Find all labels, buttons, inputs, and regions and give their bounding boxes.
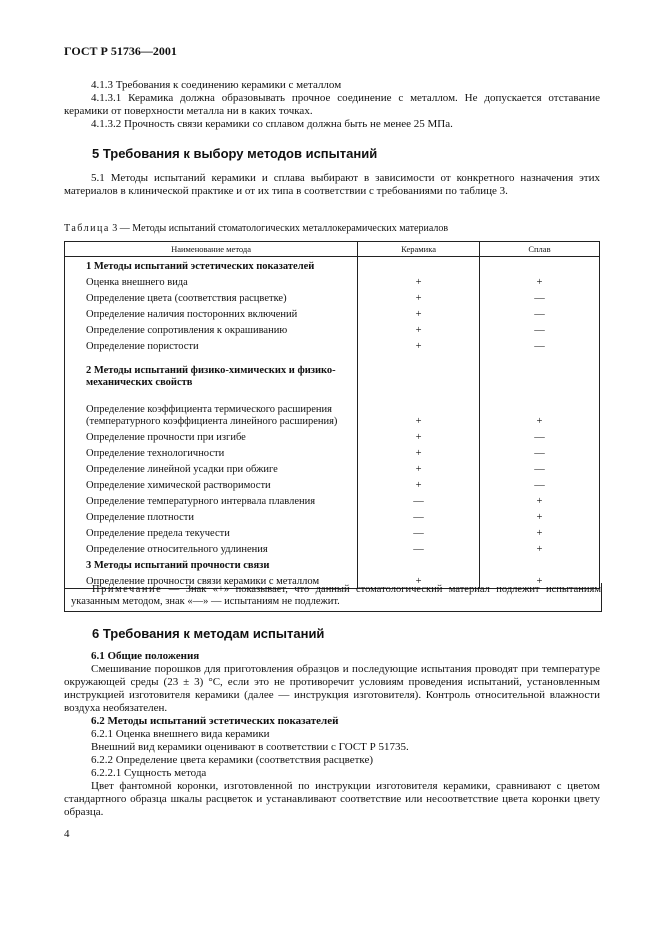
paragraph-4-1-3-2: 4.1.3.2 Прочность связи керамики со сплавом должна быть не менее 25 МПа. — [91, 118, 453, 130]
ceramic-cell: — — [358, 524, 480, 540]
ceramic-cell: — — [358, 540, 480, 556]
group-title: 3 Методы испытаний прочности связи — [65, 556, 358, 572]
section-6-title: 6 Требования к методам испытаний — [92, 626, 325, 641]
table-row-name: Определение прочности при изгибе — [65, 428, 358, 444]
group-title: 1 Методы испытаний эстетических показателей — [65, 257, 358, 274]
alloy-cell: — — [479, 289, 599, 305]
subsection-6-1-title: 6.1 Общие положения — [91, 650, 200, 662]
ceramic-cell: + — [358, 389, 480, 428]
subsection-6-2-title: 6.2 Методы испытаний эстетических показателей — [91, 715, 339, 727]
ceramic-cell: — — [358, 508, 480, 524]
table-row-name: Определение химической растворимости — [65, 476, 358, 492]
alloy-cell: — — [479, 337, 599, 353]
alloy-cell: — — [479, 444, 599, 460]
subsection-6-1-text: Смешивание порошков для приготовления образцов и последующие испытания проводят при температуре окружающей среды (23 ± 3) °С, если это не противоречит условиям проведения испытаний, установленным инструкцией изготовителя керамики (далее — инструкция изготовителя). Контроль относительной влажности воздуха необязателен. — [64, 663, 600, 714]
column-header-alloy: Сплав — [479, 242, 599, 257]
table-row-name: Определение относительного удлинения — [65, 540, 358, 556]
ceramic-cell: + — [358, 444, 480, 460]
subsection-6-2-1: 6.2.1 Оценка внешнего вида керамики — [91, 728, 270, 740]
ceramic-cell: + — [358, 337, 480, 353]
table-note-text: — Знак «+» показывает, что данный стоматологический материал подлежит испытаниям указанным методом, знак «—» — испытаниям не подлежит. — [71, 584, 601, 607]
alloy-cell: + — [479, 273, 599, 289]
paragraph-4-1-3: 4.1.3 Требования к соединению керамики с металлом — [91, 79, 342, 91]
alloy-cell: — — [479, 305, 599, 321]
table-caption — [64, 222, 448, 235]
table-row-name: Определение плотности — [65, 508, 358, 524]
column-header-ceramic: Керамика — [358, 242, 480, 257]
table-row-name: Определение сопротивления к окрашиванию — [65, 321, 358, 337]
table-row-name: Определение пористости — [65, 337, 358, 353]
table-caption-text: 3 — Методы испытаний стоматологических металлокерамических материалов — [109, 223, 449, 234]
subsection-6-2-2-1-text: Цвет фантомной коронки, изготовленной по инструкции изготовителя керамики, сравнивают с цветом стандартного образца шкалы расцветок и устанавливают соответствие или несоответствие цвета коронки цвету образца. — [64, 780, 600, 818]
ceramic-cell: + — [358, 460, 480, 476]
table-note — [64, 583, 602, 612]
section-5-text-block — [64, 172, 600, 198]
alloy-cell: + — [479, 540, 599, 556]
group-title: 2 Методы испытаний физико-химических и физико-механических свойств — [65, 353, 358, 389]
alloy-cell: + — [479, 389, 599, 428]
section-5-title: 5 Требования к выбору методов испытаний — [92, 146, 378, 161]
ceramic-cell: + — [358, 289, 480, 305]
subsection-6-2-1-text: Внешний вид керамики оценивают в соответствии с ГОСТ Р 51735. — [91, 741, 409, 753]
top-paragraphs — [64, 79, 600, 131]
alloy-cell: — — [479, 428, 599, 444]
alloy-cell: — — [479, 476, 599, 492]
ceramic-cell: + — [358, 305, 480, 321]
subsection-6-2-2-1: 6.2.2.1 Сущность метода — [91, 767, 207, 779]
paragraph-4-1-3-1: 4.1.3.1 Керамика должна образовывать прочное соединение с металлом. Не допускается отставание керамики от поверхности металла ни в каких точках. — [64, 92, 600, 117]
alloy-cell: + — [479, 508, 599, 524]
ceramic-cell: + — [358, 572, 480, 589]
ceramic-cell: + — [358, 273, 480, 289]
document-header: ГОСТ Р 51736—2001 — [64, 44, 177, 58]
table-row-name: Определение технологичности — [65, 444, 358, 460]
ceramic-cell: + — [358, 476, 480, 492]
column-header-method: Наименование метода — [65, 242, 358, 257]
table-row-name: Определение прочности связи керамики с металлом — [65, 572, 358, 589]
table-row-name: Определение цвета (соответствия расцветке) — [65, 289, 358, 305]
alloy-cell: + — [479, 524, 599, 540]
ceramic-cell: — — [358, 492, 480, 508]
section-6-body — [64, 650, 600, 819]
table-row-name: Определение коэффициента термического расширения (температурного коэффициента линейного расширения) — [65, 389, 358, 428]
subsection-6-2-2: 6.2.2 Определение цвета керамики (соответствия расцветке) — [91, 754, 374, 766]
paragraph-5-1: 5.1 Методы испытаний керамики и сплава выбирают в зависимости от конкретного назначения этих материалов в клинической практике и от их типа в соответствии с требованиями по таблице 3. — [64, 172, 600, 197]
table-row-name: Определение линейной усадки при обжиге — [65, 460, 358, 476]
alloy-cell: + — [479, 492, 599, 508]
table-row-name: Определение наличия посторонних включений — [65, 305, 358, 321]
table-row-name: Определение температурного интервала плавления — [65, 492, 358, 508]
table-row-name: Определение предела текучести — [65, 524, 358, 540]
table-caption-label: Таблица — [64, 223, 110, 234]
ceramic-cell: + — [358, 428, 480, 444]
alloy-cell: — — [479, 321, 599, 337]
alloy-cell: + — [479, 572, 599, 589]
page-number: 4 — [64, 828, 70, 840]
table-note-label: Примечание — [92, 584, 163, 595]
methods-table — [64, 241, 600, 589]
ceramic-cell: + — [358, 321, 480, 337]
table-row-name: Оценка внешнего вида — [65, 273, 358, 289]
alloy-cell: — — [479, 460, 599, 476]
